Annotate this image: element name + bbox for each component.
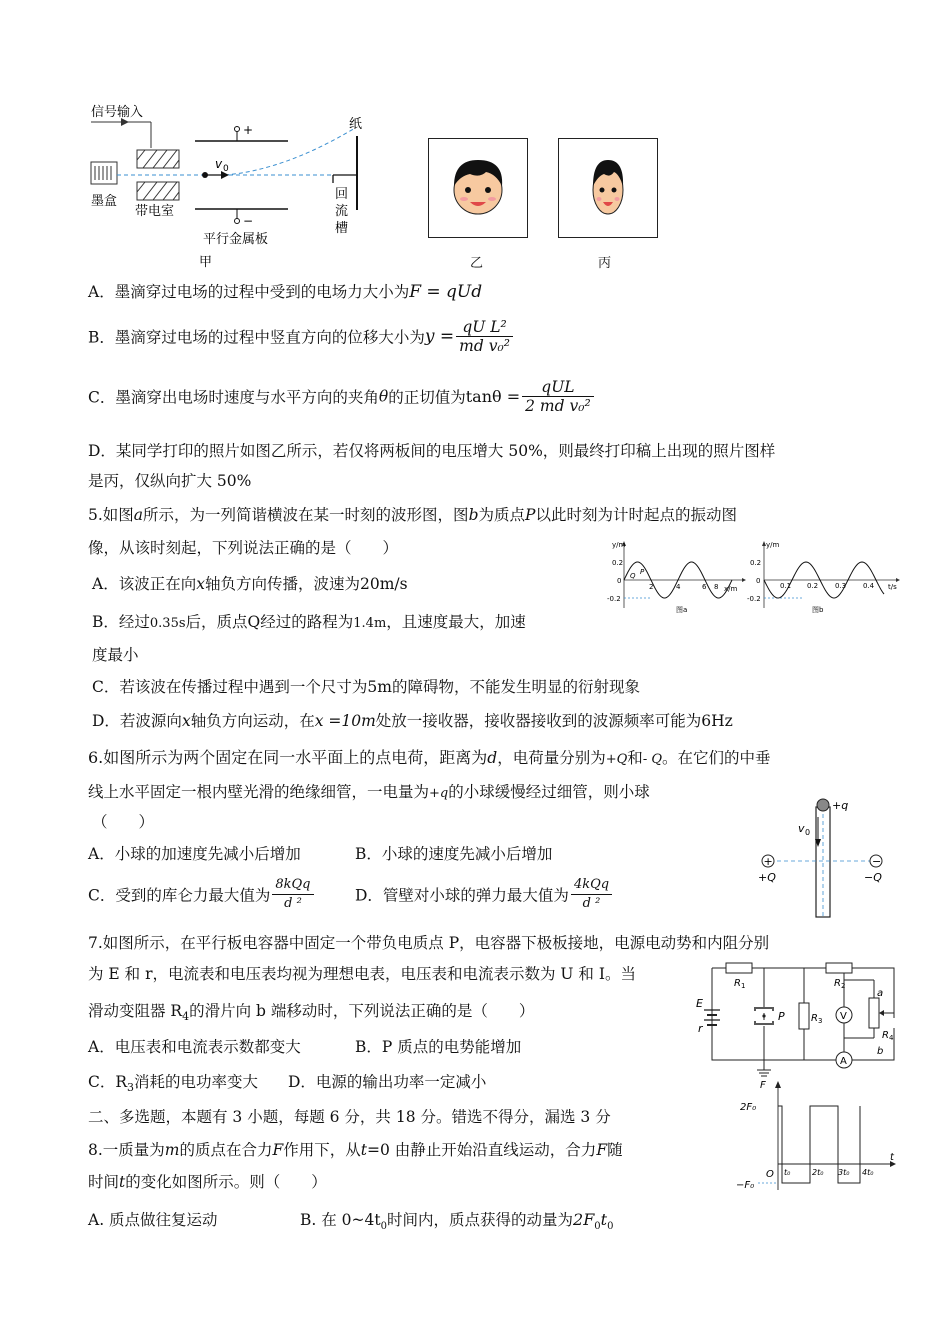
q5-option-c: C．若该波在传播过程中遇到一个尺寸为5m的障碍物，不能发生明显的衍射现象 [92,678,640,696]
q5-option-d: D．若波源向x轴负方向运动，在x =10m处放一接收器，接收器接收到的波源频率可能为6Hz [92,712,733,730]
t-axis-label: t [890,1152,894,1163]
point-p-label: P [778,1010,785,1023]
q6-option-a: A．小球的加速度先减小后增加 [88,845,301,863]
q8-stem-line1: 8.一质量为m的质点在合力F作用下，从t=0 由静止开始沿直线运动，合力F随 [88,1141,623,1159]
ammeter-label: A [840,1056,847,1067]
q7-option-d: D．电源的输出功率一定减小 [288,1073,487,1091]
resistor-r4 [869,998,879,1028]
graph-a-point-q: Q [630,572,636,580]
tick-4t0: 4t₀ [862,1168,874,1177]
graph-b-ytick-pos: 0.2 [750,559,762,567]
origin-label: O [766,1169,774,1180]
paper-label: 纸 [349,117,363,132]
photo-bing [558,138,658,238]
wave-graph-a [592,538,747,616]
resistor-r3 [799,1003,809,1029]
r4-label: R [882,1030,889,1041]
q4-option-b: B．墨滴穿过电场的过程中竖直方向的位移大小为y = $\frac{\text{qU L²}}{\text{md v₀²}}$ [88,318,513,355]
fig-v0-subscript: 0 [805,828,811,837]
photo-yi [428,138,528,238]
q6-c-fraction: $\frac{\text{8kQq}}{\text{d ²}}$ [272,876,313,913]
graph-a-ytick-pos: 0.2 [612,559,624,567]
return-tank-2: 流 [335,204,349,219]
resistor-r1 [726,963,752,973]
slider-end-b: b [877,1046,884,1057]
face-icon [454,160,502,214]
tick-2t0: 2t₀ [812,1168,824,1177]
q5-stem-line1: 5.如图a所示，为一列简谐横波在某一时刻的波形图，图b为质点P以此时刻为计时起点的振动图 [88,506,737,524]
graph-b-xtick-03: 0.3 [835,582,847,590]
r2-label: R [834,978,841,989]
small-ball [817,799,829,811]
q4-option-a: A．墨滴穿过电场的过程中受到的电场力大小为F = qUd [88,282,483,302]
v0-label: v [215,157,223,171]
graph-a-ytick-zero: 0 [617,577,622,585]
svg-text:1: 1 [741,982,746,990]
figure-bing-caption: 丙 [598,256,612,271]
q4-a-equation: F = qUd [409,282,483,302]
charge-room [137,150,179,200]
neg-f0-label: −F₀ [736,1180,755,1191]
q5-option-b-line2: 度最小 [92,646,139,664]
q4-b-fraction: $\frac{\text{qU L²}}{\text{md v₀²}}$ [456,318,513,355]
q8-stem-line2: 时间t的变化如图所示。则（ ） [88,1173,327,1191]
q6-stem-line1: 6.如图所示为两个固定在同一水平面上的点电荷，距离为d，电荷量分别为+Q和- Q。在它们的中垂 [88,748,771,767]
narrow-face-icon [593,160,623,214]
q6-d-fraction: $\frac{\text{4kQq}}{\text{d ²}}$ [571,876,612,913]
graph-b-caption: 图b [812,606,824,614]
f-axis-label: F [760,1080,766,1091]
voltmeter-label: V [840,1011,847,1022]
resistor-r2 [826,963,852,973]
tick-t0: t₀ [784,1168,791,1177]
emf-label: E [696,997,703,1010]
graph-a-ytick-neg: -0.2 [607,595,621,603]
q7-stem-line1: 7.如图所示，在平行板电容器中固定一个带负电质点 P，电容器下极板接地，电源电动势和内阻分别 [88,934,770,952]
figure-point-charges [752,795,897,920]
two-f0-label: 2F₀ [740,1102,757,1113]
graph-a-ylabel: y/m [612,541,626,549]
figure-jia-caption: 甲 [199,255,213,270]
q4-option-d-line2: 是丙，仅纵向扩大 50% [88,472,252,490]
figure-circuit [694,958,914,1088]
graph-b-xtick-01: 0.1 [780,582,792,590]
q4-option-c: C．墨滴穿出电场时速度与水平方向的夹角θ的正切值为tanθ = $\frac{\text{qUL}}{\text{2 md v₀²}}$ [88,378,594,415]
graph-b-xlabel: t/s [888,583,897,591]
vibration-graph-b [744,538,904,616]
q7-stem-line3: 滑动变阻器 $R_4$的滑片向 b 端移动时，下列说法正确的是（ ） [88,1002,535,1024]
negative-charge-symbol: − [872,855,882,868]
graph-b-xtick-02: 0.2 [807,582,819,590]
graph-a-xtick-6: 6 [702,583,707,591]
graph-a-caption: 图a [676,606,688,614]
q8-option-a: A. 质点做往复运动 [88,1211,218,1229]
graph-b-ylabel: y/m [766,541,780,549]
graph-a-xtick-2: 2 [649,583,654,591]
svg-text:4: 4 [889,1034,894,1042]
svg-text:2: 2 [841,982,846,990]
fig-v0-label: v [798,822,805,835]
graph-a-xtick-8: 8 [714,583,719,591]
q6-option-b: B．小球的速度先减小后增加 [355,845,553,863]
graph-a-xlabel: x/m [724,585,738,593]
q5-option-b-line1: B．经过0.35s后，质点Q经过的路程为1.4m，且速度最大，加速 [92,613,526,631]
slider-end-a: a [877,988,884,999]
q6-option-d: D．管壁对小球的弹力最大值为 $\frac{\text{4kQq}}{\text{d ²}}$ [355,876,612,913]
q4-option-d-line1: D．某同学打印的照片如图乙所示，若仅将两板间的电压增大 50%，则最终打印稿上出现的照片图样 [88,442,776,460]
q6-stem-line2: 线上水平固定一根内壁光滑的绝缘细管，一电量为+q的小球缓慢经过细管，则小球 [88,783,650,801]
plus-sign: + [243,123,254,137]
positive-charge-label: +Q [758,871,776,884]
ball-charge-label: +q [832,799,849,812]
figure-yi-caption: 乙 [470,256,484,271]
negative-charge-label: −Q [864,871,882,884]
q7-option-a: A．电压表和电流表示数都变大 [88,1038,301,1056]
figure-ink-printer [85,98,385,273]
signal-input-label: 信号输入 [91,105,144,120]
q5-stem-line2: 像，从该时刻起，下列说法正确的是（ ） [88,539,399,557]
section-two-heading: 二、多选题，本题有 3 小题，每题 6 分，共 18 分。错选不得分，漏选 3 分 [88,1108,611,1126]
svg-text:3: 3 [818,1017,823,1025]
return-tank-3: 槽 [335,221,349,236]
graph-a-point-p: P [640,568,645,576]
force-time-graph [730,1078,900,1193]
r3-label: R [811,1013,818,1024]
q6-option-c: C．受到的库仑力最大值为 $\frac{\text{8kQq}}{\text{d ²}}$ [88,876,314,913]
plates-label: 平行金属板 [203,232,269,247]
q5-option-a: A．该波正在向x轴负方向传播，波速为20m/s [92,575,408,593]
q4-c-fraction: $\frac{\text{qUL}}{\text{2 md v₀²}}$ [522,378,594,415]
tick-3t0: 3t₀ [838,1168,850,1177]
graph-b-ytick-neg: -0.2 [747,595,761,603]
graph-b-ytick-zero: 0 [756,577,761,585]
r1-label: R [734,978,741,989]
v0-subscript: 0 [223,164,229,174]
q6-stem-line3: （ ） [92,813,155,831]
internal-resistance-label: r [698,1022,703,1035]
ink-box-label: 墨盒 [91,194,118,209]
graph-a-xtick-4: 4 [676,583,681,591]
positive-charge-symbol: + [763,855,773,868]
q7-option-c: C．$R_3$消耗的电功率变大 [88,1073,259,1095]
graph-b-xtick-04: 0.4 [863,582,875,590]
minus-sign: − [243,214,254,228]
return-tank-1: 回 [335,187,349,202]
q8-option-b: B. 在 $0\sim 4t_0$时间内，质点获得的动量为$2F_0t_0$ [300,1210,614,1233]
q7-option-b: B．P 质点的电势能增加 [355,1038,522,1056]
charge-room-label: 带电室 [135,204,175,219]
q7-stem-line2: 为 E 和 r，电流表和电压表均视为理想电表，电压表和电流表示数为 U 和 I。当 [88,965,636,983]
